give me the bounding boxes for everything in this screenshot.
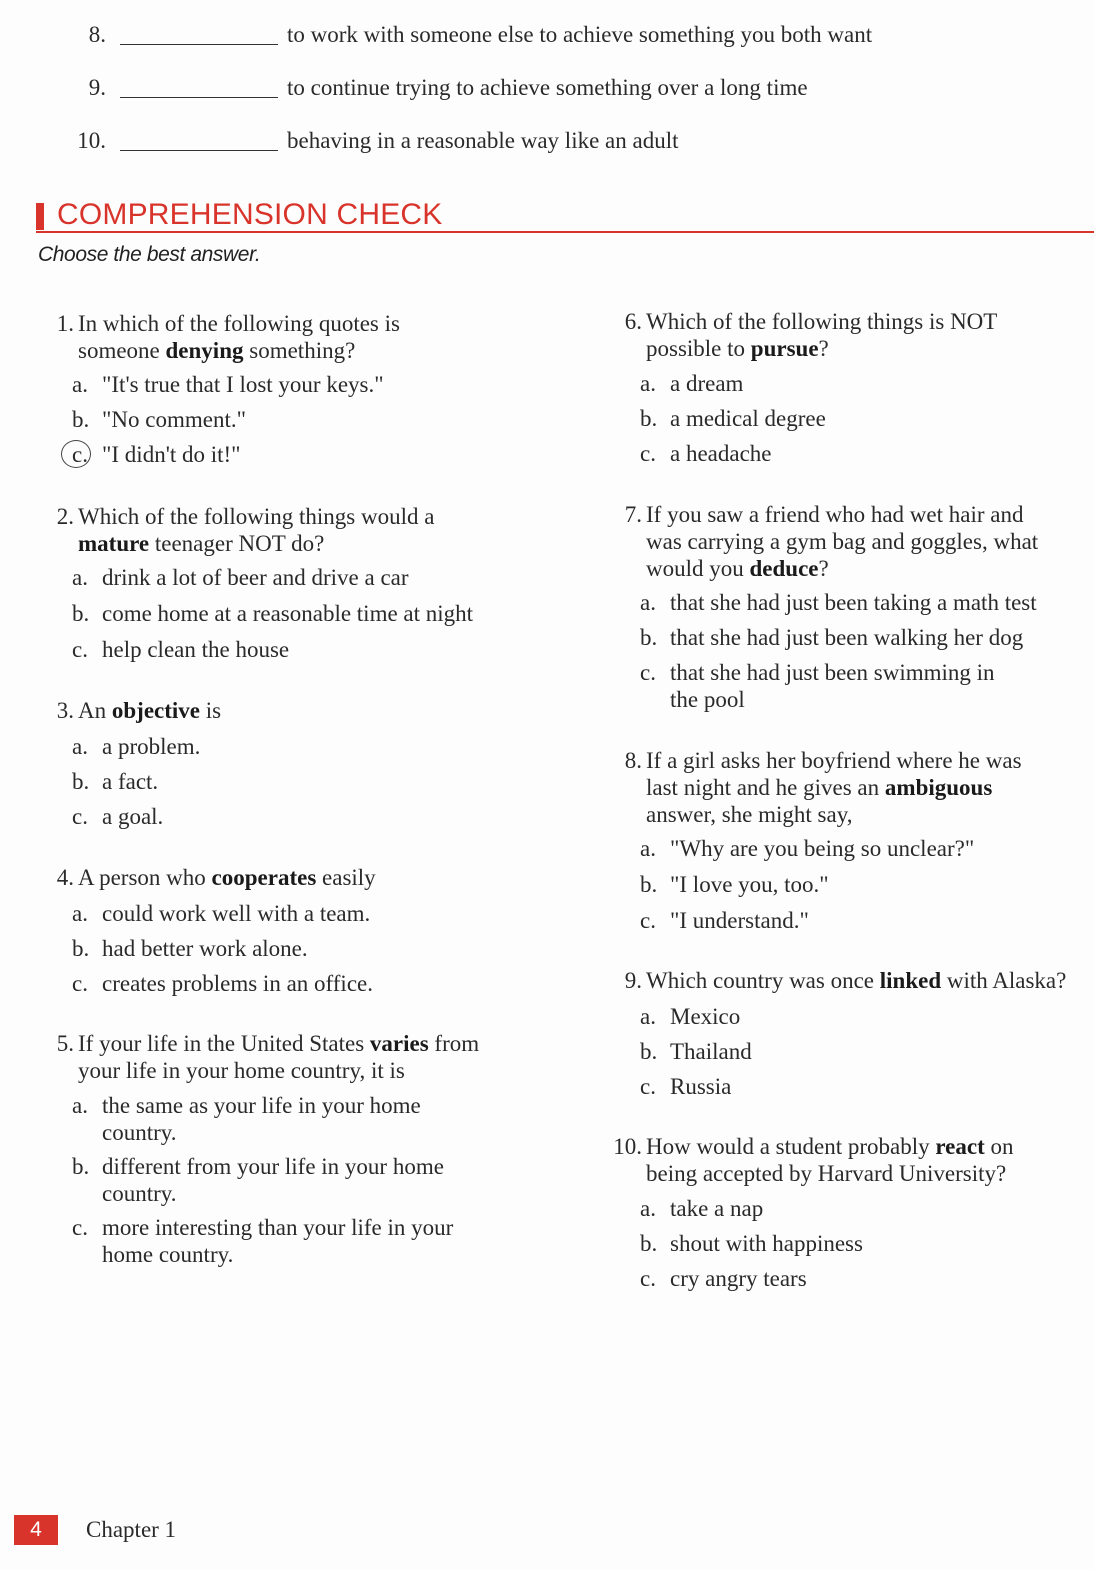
option-letter: a. xyxy=(72,734,88,759)
option-letter: b. xyxy=(72,1154,90,1179)
option-text: Mexico xyxy=(670,1004,741,1029)
option-letter: c. xyxy=(640,441,656,466)
option-text: that she had just been swimming in the pool xyxy=(670,660,995,712)
option-letter: a. xyxy=(72,565,88,590)
question-text: If your life in the United States varies from your life in your home country, it is xyxy=(78,1031,480,1083)
option-letter: c. xyxy=(640,660,656,685)
option-text: a headache xyxy=(670,441,772,466)
option-letter: b. xyxy=(72,407,90,432)
answer-circle-mark xyxy=(61,440,91,468)
option-letter: a. xyxy=(640,590,656,615)
option-text: drink a lot of beer and drive a car xyxy=(102,565,409,590)
option-letter: b. xyxy=(640,1231,658,1256)
definition-text: to continue trying to achieve something over a long time xyxy=(287,75,808,100)
question-number: 5. xyxy=(56,1031,74,1056)
definition-text: behaving in a reasonable way like an adult xyxy=(287,128,679,153)
option-letter: a. xyxy=(72,901,88,926)
option-text: "It's true that I lost your keys." xyxy=(102,372,384,397)
option-text: a problem. xyxy=(102,734,201,759)
option-letter: c. xyxy=(640,1266,656,1291)
option-text: more interesting than your life in your home country. xyxy=(102,1215,454,1267)
option-text: a medical degree xyxy=(670,406,826,431)
option-letter: a. xyxy=(72,372,88,397)
answer-blank[interactable] xyxy=(120,150,278,151)
page-number: 4 xyxy=(14,1515,58,1545)
question-number: 6. xyxy=(624,309,642,334)
option-letter: b. xyxy=(72,769,90,794)
question-number: 2. xyxy=(56,504,74,529)
question-text: How would a student probably react on being accepted by Harvard University? xyxy=(646,1134,1014,1186)
question-number: 1. xyxy=(56,311,74,336)
option-letter: c. xyxy=(640,1074,656,1099)
option-text: come home at a reasonable time at night xyxy=(102,601,474,626)
definition-text: to work with someone else to achieve something you both want xyxy=(287,22,873,47)
option-text: that she had just been taking a math test xyxy=(670,590,1037,615)
option-text: "Why are you being so unclear?" xyxy=(670,836,975,861)
option-letter: a. xyxy=(640,836,656,861)
option-text: a fact. xyxy=(102,769,159,794)
option-letter: c. xyxy=(640,908,656,933)
question-number: 8. xyxy=(624,748,642,773)
question-text: If you saw a friend who had wet hair and was carrying a gym bag and goggles, what would you deduce? xyxy=(646,502,1039,581)
option-text: creates problems in an office. xyxy=(102,971,373,996)
question-number: 3. xyxy=(56,698,74,723)
question-number: 10. xyxy=(613,1134,642,1159)
option-letter: a. xyxy=(640,1196,656,1221)
option-text: that she had just been walking her dog xyxy=(670,625,1024,650)
option-text: "I love you, too." xyxy=(670,872,829,897)
option-letter: a. xyxy=(72,1093,88,1118)
question-text: If a girl asks her boyfriend where he was last night and he gives an ambiguous answer, she might say, xyxy=(646,748,1022,827)
option-letter: a. xyxy=(640,1004,656,1029)
option-letter: b. xyxy=(640,625,658,650)
question-text: Which of the following things would a mature teenager NOT do? xyxy=(78,504,435,556)
question-number: 4. xyxy=(56,865,74,890)
definition-number: 10. xyxy=(77,128,106,153)
definition-number: 9. xyxy=(88,75,106,100)
option-text: a goal. xyxy=(102,804,164,829)
option-letter: b. xyxy=(640,872,658,897)
question-text: An objective is xyxy=(78,698,222,723)
option-text: "No comment." xyxy=(102,407,246,432)
instruction-text: Choose the best answer. xyxy=(38,243,261,266)
option-letter: b. xyxy=(640,406,658,431)
heading-rule xyxy=(36,231,1094,233)
answer-blank[interactable] xyxy=(120,44,278,45)
option-text: Russia xyxy=(670,1074,732,1099)
option-letter: c. xyxy=(72,1215,88,1240)
option-text: help clean the house xyxy=(102,637,290,662)
question-number: 7. xyxy=(624,502,642,527)
chapter-label: Chapter 1 xyxy=(86,1517,177,1542)
option-text: "I didn't do it!" xyxy=(102,442,241,467)
question-text: A person who cooperates easily xyxy=(78,865,376,890)
option-letter: b. xyxy=(640,1039,658,1064)
option-letter: a. xyxy=(640,371,656,396)
option-text: "I understand." xyxy=(670,908,809,933)
option-text: Thailand xyxy=(670,1039,752,1064)
option-letter: b. xyxy=(72,601,90,626)
question-number: 9. xyxy=(624,968,642,993)
option-text: had better work alone. xyxy=(102,936,308,961)
answer-blank[interactable] xyxy=(120,97,278,98)
option-letter: c. xyxy=(72,971,88,996)
option-letter: b. xyxy=(72,936,90,961)
option-text: the same as your life in your home country. xyxy=(102,1093,421,1145)
option-text: shout with happiness xyxy=(670,1231,863,1256)
option-text: could work well with a team. xyxy=(102,901,371,926)
question-text: In which of the following quotes is someone denying something? xyxy=(78,311,400,363)
heading-accent-bar xyxy=(36,203,44,230)
question-text: Which of the following things is NOT possible to pursue? xyxy=(646,309,998,361)
option-text: different from your life in your home country. xyxy=(102,1154,444,1206)
section-heading: COMPREHENSION CHECK xyxy=(57,198,443,231)
option-text: a dream xyxy=(670,371,744,396)
option-letter: c. xyxy=(72,804,88,829)
question-text: Which country was once linked with Alaska? xyxy=(646,968,1067,993)
option-text: take a nap xyxy=(670,1196,764,1221)
option-letter: c. xyxy=(72,637,88,662)
option-letter: c. xyxy=(72,441,96,468)
definition-number: 8. xyxy=(88,22,106,47)
option-text: cry angry tears xyxy=(670,1266,807,1291)
